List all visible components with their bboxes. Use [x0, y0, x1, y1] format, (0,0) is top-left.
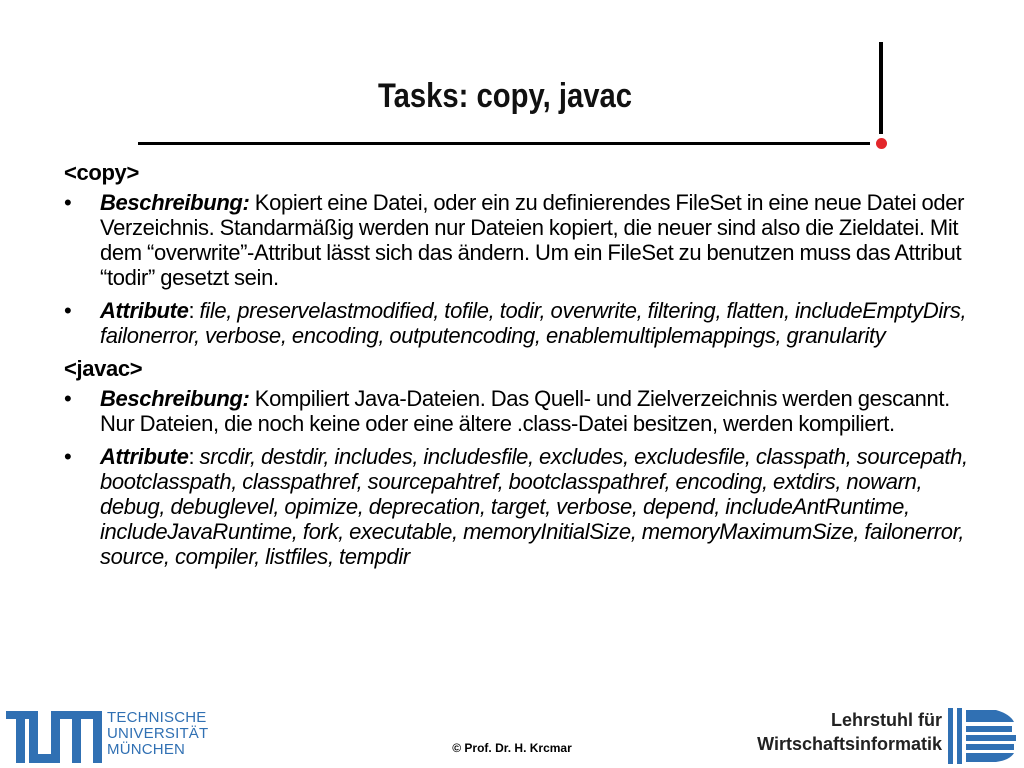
copy-attributes-label: Attribute: [100, 298, 189, 323]
slide-title: Tasks: copy, javac: [377, 77, 633, 115]
chair-logo-icon: [948, 708, 1018, 764]
copy-description-text: Kopiert eine Datei, oder ein zu definierendes FileSet in eine neue Datei oder Verzeichnis. Standarmäßig werden nur Dateien kopiert, die neuer sind also die Zieldatei. Mit dem “overwrite”-Attribut lässt sich das ändern. Um ein FileSet zu benutzen muss das Attribut “todir” gesetzt sein.: [100, 190, 965, 290]
university-line-1: TECHNISCHE: [107, 709, 207, 726]
javac-attributes-list: srcdir, destdir, includes, includesfile, excludes, excludesfile, classpath, sourcepath, bootclasspath, classpathref, sourcepahtref, bootclasspathref, encoding, extdirs, nowarn, debug, debuglevel, opimize, deprecation, target, verbose, depend, includeAntRuntime, includeJavaRuntime, fork, executable, memoryInitialSize, memoryMaximumSize, failonerror, source, compiler, listfiles, tempdir: [100, 444, 968, 569]
university-line-3: MÜNCHEN: [107, 741, 186, 758]
chair-line-1: Lehrstuhl für: [831, 710, 942, 730]
tum-logo-icon: [6, 711, 102, 763]
chair-line-2: Wirtschaftsinformatik: [757, 734, 942, 754]
copyright-notice: © Prof. Dr. H. Krcmar: [452, 741, 572, 755]
javac-attributes-item: [64, 444, 974, 569]
vertical-divider: [879, 42, 883, 134]
javac-description-text: Kompiliert Java-Dateien. Das Quell- und Zielverzeichnis werden gescannt. Nur Dateien, die noch keine oder eine ältere .class-Datei besitzen, werden kompiliert.: [100, 386, 950, 436]
javac-heading: <javac>: [64, 356, 143, 381]
javac-description-label: Beschreibung:: [100, 386, 250, 411]
red-dot-accent: [876, 138, 887, 149]
copy-attributes-colon: :: [188, 298, 200, 323]
copy-description-item: [64, 190, 974, 290]
bullet-icon: •: [64, 444, 72, 469]
slide-body: [64, 160, 974, 577]
bullet-icon: •: [64, 298, 72, 323]
copy-description-label: Beschreibung:: [100, 190, 250, 215]
copy-heading: <copy>: [64, 160, 139, 185]
title-divider: [138, 142, 870, 145]
javac-description-item: [64, 386, 974, 436]
chair-name: [757, 708, 942, 756]
bullet-icon: •: [64, 386, 72, 411]
copy-attributes-item: [64, 298, 974, 348]
javac-attributes-colon: :: [188, 444, 200, 469]
university-line-2: UNIVERSITÄT: [107, 725, 209, 742]
javac-attributes-label: Attribute: [100, 444, 189, 469]
copy-attributes-list: file, preservelastmodified, tofile, todir, overwrite, filtering, flatten, includeEmptyDirs, failonerror, verbose, encoding, outputencoding, enablemultiplemappings, granularity: [100, 298, 967, 348]
bullet-icon: •: [64, 190, 72, 215]
